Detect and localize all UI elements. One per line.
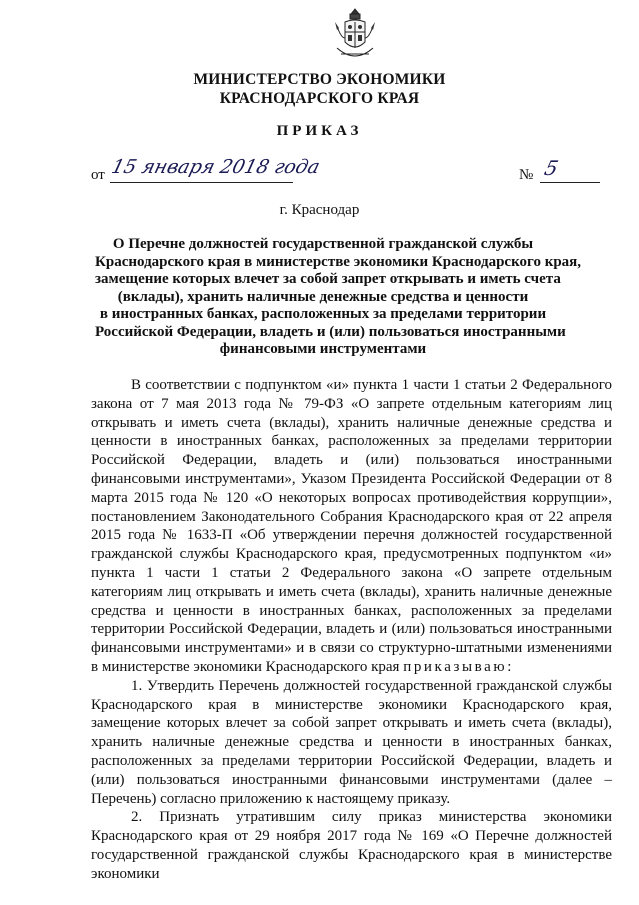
item-1-paragraph: 1. Утвердить Перечень должностей государственной гражданской службы Краснодарского края в министерстве экономики Краснодарского края, замещение которых влечет за собой запрет открывать и иметь счета (вклады), хранить наличные денежные средства и ценности в иностранных банках, расположенных за пределами территории Российской Федерации, владеть и (или) пользоваться иностранными финансовыми инструментами (далее – Перечень) согласно приложению к настоящему приказу. (91, 677, 612, 807)
city: г. Краснодар (279, 202, 360, 218)
title-line: замещение которых влечет за собой запрет открывать и иметь счета (95, 271, 561, 287)
date-underline (110, 182, 293, 183)
title-line: финансовыми инструментами (219, 341, 427, 357)
handwritten-date: 15 января 2018 года (109, 156, 323, 178)
preamble-text: В соответствии с подпунктом «и» пункта 1 части 1 статьи 2 Федерального закона от 7 мая 2013 года № 79-ФЗ «О запрете отдельным категориям лиц открывать и иметь счета (вклады), хранить наличные денежные средства и ценности в иностранных банках, расположенных за пределами территории Российской Федерации, владеть и (или) пользоваться иностранными финансовыми инструментами», Указом Президента Российской Федерации от 8 марта 2015 года № 120 «О некоторых вопросах противодействия коррупции», постановлением Законодательного Собрания Краснодарского края от 22 апреля 2015 года № 1633-П «Об утверждении перечня должностей государственной гражданской службы Краснодарского края, предусмотренных подпунктом «и» пункта 1 части 1 статьи 2 Федерального закона «О запрете отдельным категориям лиц открывать и иметь счета (вклады), хранить наличные денежные средства и ценности в иностранных банках, расположенных за пределами территории Российской Федерации, владеть и (или) пользоваться иностранными финансовыми инструментами» и в связи со структурно-штатными изменениями в министерстве экономики Краснодарского края (91, 377, 612, 675)
ministry-line-1: МИНИСТЕРСТВО ЭКОНОМИКИ (193, 71, 446, 88)
ministry-line-2: КРАСНОДАРСКОГО КРАЯ (219, 90, 420, 107)
item-2-paragraph: 2. Признать утратившим силу приказ министерства экономики Краснодарского края от 29 ноября 2017 года № 169 «О Перечне должностей государственной гражданской службы Краснодарского края в министерстве экономики (91, 809, 612, 882)
number-label: № (519, 167, 534, 183)
title-line: (вклады), хранить наличные денежные средства и ценности (117, 288, 529, 305)
number-underline (540, 182, 600, 183)
date-prefix: от (91, 167, 105, 183)
document-title (95, 236, 582, 359)
preamble-paragraph (91, 376, 612, 677)
document-body (91, 376, 612, 884)
ministry-name (0, 70, 639, 108)
title-line: в иностранных банках, расположенных за пределами территории (99, 306, 547, 322)
handwritten-number: 5 (542, 156, 561, 180)
title-line: Краснодарского края в министерстве экономики Краснодарского края, (95, 253, 582, 270)
order-word: приказываю: (403, 658, 514, 675)
title-line: Российской Федерации, владеть и (или) пользоваться иностранными (95, 323, 566, 340)
document-type: ПРИКАЗ (276, 123, 363, 139)
krasnodar-coat-of-arms-icon (333, 8, 377, 64)
title-line: О Перечне должностей государственной гражданской службы (112, 236, 534, 252)
